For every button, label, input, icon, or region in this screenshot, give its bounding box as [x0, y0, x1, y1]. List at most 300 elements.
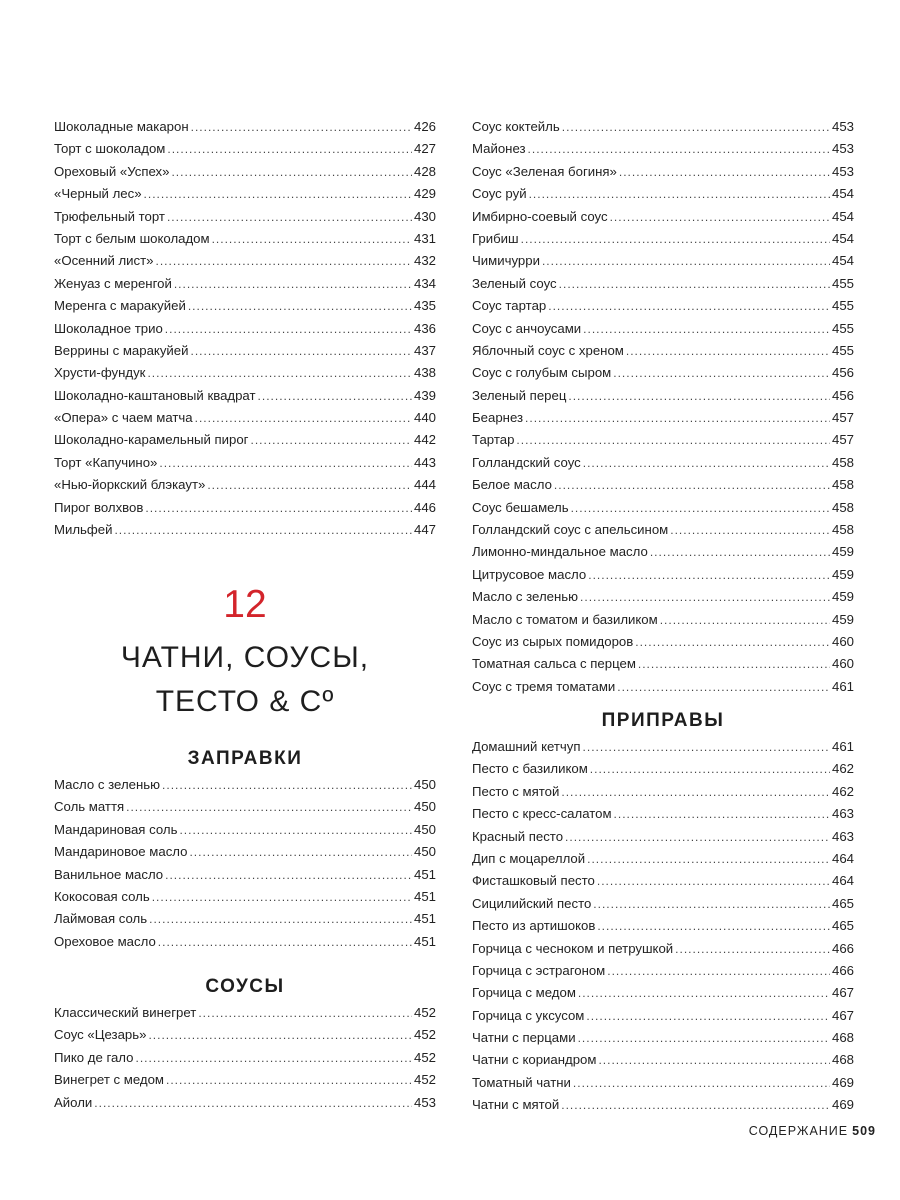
toc-dot-leader: [626, 340, 830, 362]
section-pripravy: [472, 706, 854, 1117]
toc-entry-title: Красный песто: [472, 828, 564, 844]
toc-dot-leader: [529, 183, 830, 205]
toc-entry-title: Торт с белым шоколадом: [54, 230, 210, 246]
toc-entry-title: Соус с тремя томатами: [472, 678, 616, 694]
toc-entry-page: 452: [413, 1049, 436, 1065]
toc-entry-page: 458: [831, 477, 854, 493]
toc-entry: [54, 273, 436, 295]
toc-entry-title: Песто с кресс-салатом: [472, 806, 612, 822]
toc-dot-leader: [562, 116, 830, 138]
toc-dot-leader: [583, 318, 830, 340]
toc-entry-title: Соль маття: [54, 799, 125, 815]
left-top-list: [54, 116, 436, 541]
footer-label: СОДЕРЖАНИЕ: [748, 1124, 849, 1138]
toc-entry-title: Сицилийский песто: [472, 895, 592, 911]
toc-entry: [472, 803, 854, 825]
toc-entry-page: 459: [831, 589, 854, 605]
toc-entry-page: 457: [831, 432, 854, 448]
toc-entry-page: 454: [831, 230, 854, 246]
toc-entry-title: Лимонно-миндальное масло: [472, 544, 648, 560]
toc-entry: [472, 1049, 854, 1071]
toc-entry: [472, 183, 854, 205]
toc-entry: [472, 519, 854, 541]
toc-entry-page: 435: [413, 298, 436, 314]
toc-entry-title: Майонез: [472, 141, 526, 157]
toc-entry-page: 431: [413, 230, 436, 246]
toc-entry-title: Томатная сальса с перцем: [472, 656, 636, 672]
toc-entry: [54, 206, 436, 228]
toc-entry-page: 451: [413, 911, 436, 927]
toc-entry-title: Имбирно-соевый соус: [472, 208, 608, 224]
toc-entry-page: 463: [831, 828, 854, 844]
toc-entry-page: 467: [831, 985, 854, 1001]
toc-entry-title: Масло с зеленью: [472, 589, 579, 605]
toc-entry-page: 459: [831, 566, 854, 582]
toc-entry-title: «Нью-йоркский блэкаут»: [54, 477, 206, 493]
toc-dot-leader: [561, 1094, 830, 1116]
chapter-title-line-2: ТЕСТО & Cº: [155, 685, 335, 718]
toc-entry: [472, 631, 854, 653]
toc-dot-leader: [144, 183, 412, 205]
toc-entry-title: Соус руй: [472, 186, 527, 202]
toc-dot-leader: [525, 407, 830, 429]
toc-entry: [472, 474, 854, 496]
toc-entry-title: Зеленый соус: [472, 275, 557, 291]
toc-entry-page: 462: [831, 761, 854, 777]
toc-entry: [472, 273, 854, 295]
toc-dot-leader: [165, 864, 412, 886]
toc-dot-leader: [583, 452, 830, 474]
toc-entry-page: 438: [413, 365, 436, 381]
toc-dot-leader: [114, 519, 412, 541]
toc-entry-page: 462: [831, 783, 854, 799]
toc-entry: [472, 161, 854, 183]
toc-entry-page: 429: [413, 186, 436, 202]
toc-entry-title: Чатни с мятой: [472, 1097, 560, 1113]
toc-dot-leader: [635, 631, 830, 653]
toc-entry: [472, 452, 854, 474]
toc-dot-leader: [171, 161, 412, 183]
toc-entry: [472, 564, 854, 586]
toc-entry: [54, 474, 436, 496]
toc-dot-leader: [593, 893, 830, 915]
toc-entry-page: 437: [413, 342, 436, 358]
toc-dot-leader: [179, 819, 412, 841]
toc-dot-leader: [617, 676, 830, 698]
toc-dot-leader: [149, 908, 412, 930]
toc-entry-page: 452: [413, 1027, 436, 1043]
toc-entry-title: Голландский соус: [472, 454, 581, 470]
toc-dot-leader: [516, 429, 830, 451]
toc-dot-leader: [590, 758, 830, 780]
toc-entry: [54, 1024, 436, 1046]
toc-entry-page: 464: [831, 850, 854, 866]
toc-entry-title: Масло с томатом и базиликом: [472, 611, 658, 627]
toc-entry-page: 457: [831, 410, 854, 426]
section-heading-sousy: СОУСЫ: [205, 976, 285, 997]
toc-entry: [472, 781, 854, 803]
toc-dot-leader: [571, 497, 830, 519]
toc-entry-title: Яблочный соус с хреном: [472, 342, 624, 358]
toc-entry-title: Соус бешамель: [472, 499, 569, 515]
toc-entry-title: Дип с моцареллой: [472, 850, 586, 866]
toc-dot-leader: [597, 915, 830, 937]
toc-entry-title: «Осенний лист»: [54, 253, 154, 269]
toc-dot-leader: [583, 736, 830, 758]
toc-entry: [472, 1027, 854, 1049]
toc-entry-page: 454: [831, 186, 854, 202]
toc-dot-leader: [614, 803, 830, 825]
toc-entry-title: Чимичурри: [472, 253, 540, 269]
toc-dot-leader: [165, 318, 412, 340]
toc-entry-page: 455: [831, 342, 854, 358]
toc-dot-leader: [136, 1047, 412, 1069]
toc-entry-title: Шоколадно-карамельный пирог: [54, 432, 249, 448]
toc-dot-leader: [670, 519, 830, 541]
toc-entry-page: 434: [413, 275, 436, 291]
toc-entry-title: Соус тартар: [472, 298, 547, 314]
toc-entry: [54, 908, 436, 930]
toc-entry-page: 469: [831, 1074, 854, 1090]
toc-entry-page: 443: [413, 454, 436, 470]
toc-entry-page: 453: [831, 163, 854, 179]
toc-entry-page: 452: [413, 1072, 436, 1088]
toc-dot-leader: [548, 295, 830, 317]
toc-entry: [472, 848, 854, 870]
toc-entry-title: Мильфей: [54, 522, 113, 538]
toc-dot-leader: [565, 826, 830, 848]
toc-entry-page: 432: [413, 253, 436, 269]
toc-dot-leader: [610, 206, 830, 228]
toc-entry-title: Соус с анчоусами: [472, 320, 582, 336]
toc-dot-leader: [159, 452, 412, 474]
toc-entry-page: 455: [831, 320, 854, 336]
toc-entry: [54, 228, 436, 250]
toc-entry-page: 466: [831, 940, 854, 956]
toc-entry-title: Лаймовая соль: [54, 911, 148, 927]
toc-dot-leader: [258, 385, 412, 407]
toc-entry: [472, 1005, 854, 1027]
toc-entry-title: Ореховое масло: [54, 933, 156, 949]
toc-dot-leader: [675, 938, 830, 960]
toc-entry-page: 465: [831, 895, 854, 911]
toc-dot-leader: [573, 1072, 830, 1094]
toc-entry: [54, 497, 436, 519]
toc-entry: [472, 497, 854, 519]
toc-entry-title: Шоколадные макарон: [54, 119, 189, 134]
toc-entry: [472, 736, 854, 758]
toc-entry-page: 464: [831, 873, 854, 889]
toc-entry: [472, 385, 854, 407]
toc-entry: [472, 758, 854, 780]
toc-entry-title: Цитрусовое масло: [472, 566, 587, 582]
toc-dot-leader: [580, 586, 830, 608]
toc-entry-title: Беарнез: [472, 410, 524, 426]
toc-dot-leader: [542, 250, 830, 272]
toc-entry-title: Ореховый «Успех»: [54, 163, 170, 179]
toc-dot-leader: [188, 295, 412, 317]
toc-entry-title: Пирог волхвов: [54, 499, 144, 515]
toc-entry-title: Трюфельный торт: [54, 208, 165, 224]
toc-entry-page: 454: [831, 208, 854, 224]
chapter-title: [54, 636, 436, 724]
toc-entry-page: 454: [831, 253, 854, 269]
toc-entry: [472, 541, 854, 563]
toc-entry: [472, 982, 854, 1004]
toc-entry-page: 456: [831, 387, 854, 403]
toc-entry-title: Мандариновая соль: [54, 821, 178, 837]
toc-entry: [472, 915, 854, 937]
toc-entry-page: 439: [413, 387, 436, 403]
toc-dot-leader: [559, 273, 830, 295]
toc-entry-page: 468: [831, 1052, 854, 1068]
toc-entry: [472, 609, 854, 631]
toc-entry: [54, 183, 436, 205]
toc-entry: [472, 429, 854, 451]
toc-entry: [54, 407, 436, 429]
toc-entry-title: Ванильное масло: [54, 866, 164, 882]
toc-entry: [54, 841, 436, 863]
toc-dot-leader: [158, 931, 412, 953]
toc-entry-title: Соус коктейль: [472, 119, 560, 134]
toc-dot-leader: [638, 653, 830, 675]
toc-entry-title: Белое масло: [472, 477, 552, 493]
toc-entry: [54, 774, 436, 796]
toc-dot-leader: [167, 138, 412, 160]
toc-entry: [472, 206, 854, 228]
toc-entry-page: 450: [413, 777, 436, 792]
page-footer: [749, 1124, 876, 1138]
toc-entry-page: 461: [831, 739, 854, 754]
toc-entry-page: 468: [831, 1030, 854, 1046]
toc-entry-title: Хрусти-фундук: [54, 365, 146, 381]
toc-dot-leader: [147, 362, 412, 384]
toc-entry-page: 458: [831, 522, 854, 538]
toc-entry: [54, 864, 436, 886]
toc-dot-leader: [597, 870, 830, 892]
toc-dot-leader: [94, 1092, 412, 1114]
toc-dot-leader: [598, 1049, 830, 1071]
toc-dot-leader: [607, 960, 830, 982]
toc-entry: [54, 138, 436, 160]
toc-entry-title: Голландский соус с апельсином: [472, 522, 669, 538]
toc-dot-leader: [528, 138, 830, 160]
toc-entry-title: Горчица с чесноком и петрушкой: [472, 940, 674, 956]
toc-entry: [472, 1072, 854, 1094]
toc-entry-page: 440: [413, 410, 436, 426]
toc-entry: [472, 318, 854, 340]
toc-entry-title: «Опера» с чаем матча: [54, 410, 193, 426]
toc-entry-page: 459: [831, 611, 854, 627]
toc-entry: [54, 295, 436, 317]
toc-entry-title: Веррины с маракуйей: [54, 342, 189, 358]
toc-dot-leader: [578, 982, 830, 1004]
toc-entry: [472, 1094, 854, 1116]
toc-dot-leader: [198, 1002, 412, 1024]
toc-dot-leader: [174, 273, 412, 295]
toc-entry-page: 430: [413, 208, 436, 224]
toc-entry: [54, 1047, 436, 1069]
toc-entry-title: Классический винегрет: [54, 1005, 197, 1020]
toc-entry: [472, 340, 854, 362]
toc-dot-leader: [650, 541, 830, 563]
toc-entry-page: 460: [831, 633, 854, 649]
toc-entry: [472, 362, 854, 384]
section-zapravki: [54, 744, 436, 953]
toc-entry: [472, 653, 854, 675]
toc-entry-title: Мандариновое масло: [54, 844, 188, 860]
toc-entry-title: Песто из артишоков: [472, 918, 596, 934]
toc-entry-page: 466: [831, 962, 854, 978]
toc-dot-leader: [578, 1027, 830, 1049]
toc-entry-title: Меренга с маракуйей: [54, 298, 186, 314]
toc-dot-leader: [126, 796, 412, 818]
toc-entry-page: 452: [413, 1005, 436, 1020]
toc-entry-page: 451: [413, 888, 436, 904]
toc-dot-leader: [250, 429, 412, 451]
toc-entry: [54, 340, 436, 362]
toc-entry-page: 458: [831, 454, 854, 470]
toc-entry-title: Масло с зеленью: [54, 777, 161, 792]
toc-entry-title: Зеленый перец: [472, 387, 567, 403]
toc-entry-title: Торт с шоколадом: [54, 141, 166, 157]
toc-entry: [472, 586, 854, 608]
toc-entry-page: 453: [831, 141, 854, 157]
toc-entry-title: Шоколадно-каштановый квадрат: [54, 387, 256, 403]
toc-entry: [54, 1069, 436, 1091]
toc-entry-page: 427: [413, 141, 436, 157]
toc-entry-page: 467: [831, 1007, 854, 1023]
toc-entry: [54, 519, 436, 541]
toc-entry-title: Тартар: [472, 432, 515, 448]
toc-entry-page: 458: [831, 499, 854, 515]
toc-dot-leader: [521, 228, 830, 250]
toc-entry: [472, 250, 854, 272]
toc-dot-leader: [207, 474, 412, 496]
chapter-title-line-1: ЧАТНИ, СОУСЫ,: [120, 641, 370, 674]
toc-entry-title: Айоли: [54, 1094, 93, 1110]
toc-entry-page: 465: [831, 918, 854, 934]
toc-entry-title: Пико де гало: [54, 1049, 134, 1065]
toc-dot-leader: [189, 841, 412, 863]
toc-entry-title: Горчица с эстрагоном: [472, 962, 606, 978]
toc-entry-title: Соус из сырых помидоров: [472, 633, 634, 649]
toc-entry-title: Чатни с кориандром: [472, 1052, 597, 1068]
toc-entry-page: 459: [831, 544, 854, 560]
toc-entry-title: Соус «Зеленая богиня»: [472, 163, 617, 179]
toc-entry-title: Горчица с медом: [472, 985, 576, 1001]
toc-entry-page: 444: [413, 477, 436, 493]
toc-dot-leader: [613, 362, 830, 384]
toc-entry: [54, 1002, 436, 1024]
toc-entry-page: 436: [413, 320, 436, 336]
footer-page-number: 509: [852, 1124, 876, 1138]
toc-entry-title: Грибиш: [472, 230, 519, 246]
toc-entry: [54, 819, 436, 841]
toc-entry-page: 460: [831, 656, 854, 672]
toc-entry-page: 451: [413, 866, 436, 882]
toc-entry-title: Винегрет с медом: [54, 1072, 164, 1088]
toc-entry: [472, 116, 854, 138]
toc-entry: [472, 295, 854, 317]
zapravki-list: [54, 774, 436, 953]
toc-entry: [472, 938, 854, 960]
toc-dot-leader: [568, 385, 830, 407]
toc-entry: [54, 931, 436, 953]
toc-entry-page: 447: [413, 522, 436, 538]
toc-entry-title: Женуаз с меренгой: [54, 275, 172, 291]
toc-entry-page: 455: [831, 275, 854, 291]
toc-entry-title: Соус с голубым сыром: [472, 365, 612, 381]
toc-entry-title: Чатни с перцами: [472, 1030, 576, 1046]
section-heading-pripravy: ПРИПРАВЫ: [601, 710, 725, 731]
toc-entry-title: Горчица с уксусом: [472, 1007, 585, 1023]
toc-entry: [54, 452, 436, 474]
toc-entry-page: 456: [831, 365, 854, 381]
toc-entry: [472, 893, 854, 915]
toc-entry-title: Песто с базиликом: [472, 761, 588, 777]
toc-dot-leader: [554, 474, 830, 496]
toc-entry: [54, 429, 436, 451]
toc-entry-title: Кокосовая соль: [54, 888, 150, 904]
toc-dot-leader: [619, 161, 830, 183]
toc-entry-title: Домашний кетчуп: [472, 739, 581, 754]
toc-entry: [54, 385, 436, 407]
toc-dot-leader: [660, 609, 830, 631]
toc-entry-page: 442: [413, 432, 436, 448]
toc-entry: [472, 676, 854, 698]
toc-dot-leader: [587, 848, 830, 870]
toc-entry-page: 426: [413, 119, 436, 134]
toc-entry: [54, 362, 436, 384]
chapter-number: 12: [223, 583, 267, 626]
toc-entry: [54, 116, 436, 138]
toc-entry: [472, 826, 854, 848]
toc-dot-leader: [156, 250, 412, 272]
toc-entry: [472, 960, 854, 982]
toc-dot-leader: [586, 1005, 830, 1027]
toc-entry-page: 453: [831, 119, 854, 134]
toc-entry-page: 453: [413, 1094, 436, 1110]
toc-dot-leader: [152, 886, 412, 908]
toc-entry-page: 450: [413, 844, 436, 860]
toc-dot-leader: [588, 564, 830, 586]
toc-entry-page: 428: [413, 163, 436, 179]
toc-entry: [54, 161, 436, 183]
toc-entry-title: Шоколадное трио: [54, 320, 163, 336]
toc-entry-title: «Черный лес»: [54, 186, 142, 202]
toc-dot-leader: [166, 1069, 412, 1091]
toc-entry-page: 461: [831, 678, 854, 694]
toc-entry: [472, 228, 854, 250]
toc-dot-leader: [212, 228, 412, 250]
toc-entry-page: 446: [413, 499, 436, 515]
toc-entry: [54, 1092, 436, 1114]
toc-entry: [54, 796, 436, 818]
toc-entry-page: 469: [831, 1097, 854, 1113]
toc-entry: [472, 870, 854, 892]
toc-entry-title: Томатный чатни: [472, 1074, 571, 1090]
toc-entry-title: Песто с мятой: [472, 783, 560, 799]
toc-entry-title: Торт «Капучино»: [54, 454, 158, 470]
toc-entry: [54, 250, 436, 272]
section-heading-zapravki: ЗАПРАВКИ: [187, 748, 303, 769]
toc-dot-leader: [167, 206, 412, 228]
toc-dot-leader: [191, 116, 412, 138]
toc-entry: [54, 886, 436, 908]
sousy-list: [54, 1002, 436, 1114]
section-sousy: [54, 972, 436, 1114]
